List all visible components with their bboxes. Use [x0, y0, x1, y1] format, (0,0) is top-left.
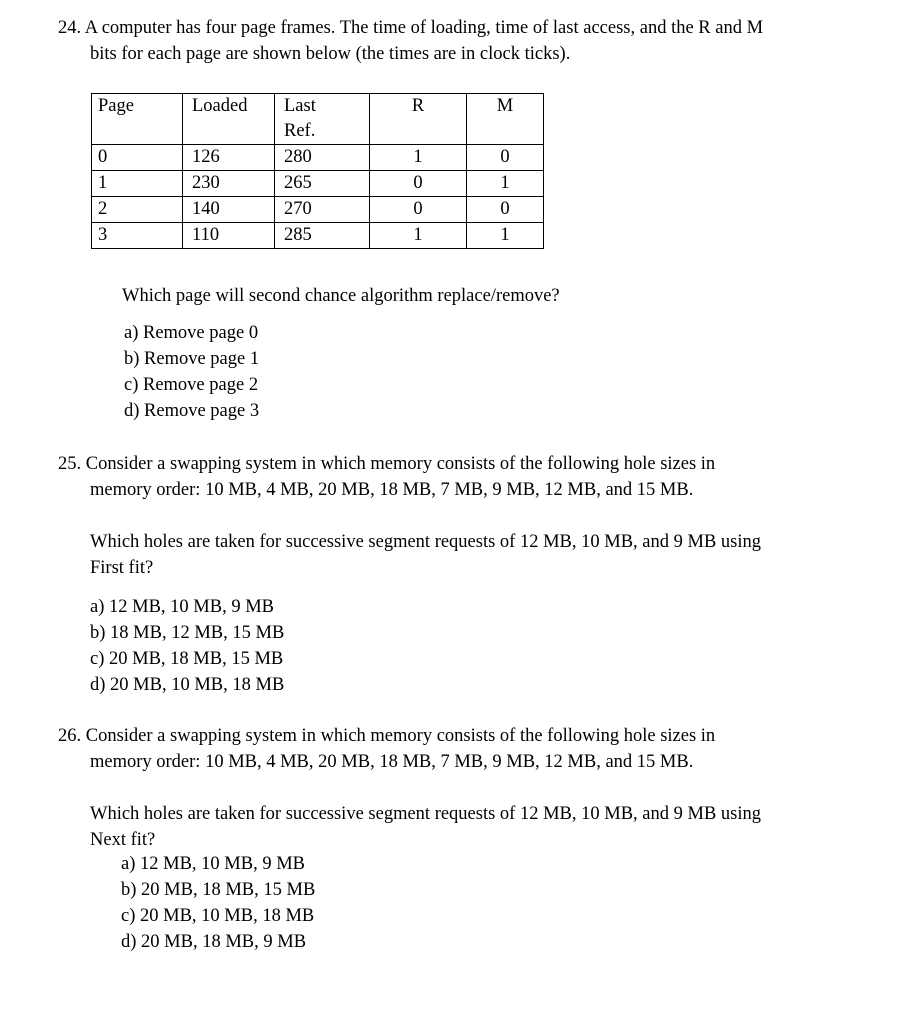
cell-page: 3 [92, 223, 183, 249]
header-ref: Ref. [284, 121, 316, 141]
q25-question-line1: Which holes are taken for successive segment requests of 12 MB, 10 MB, and 9 MB using [90, 532, 762, 552]
cell-m: 0 [467, 145, 544, 171]
q24-option-a: a) Remove page 0 [124, 323, 259, 343]
table-row [92, 223, 544, 249]
q24-intro-line1: 24. A computer has four page frames. The time of loading, time of last access, and the R and M [58, 18, 764, 38]
cell-r: 1 [370, 145, 467, 171]
q25-question-line2: First fit? [90, 558, 154, 578]
cell-loaded: 110 [183, 223, 275, 249]
q26-option-a: a) 12 MB, 10 MB, 9 MB [121, 854, 305, 874]
q24-option-c: c) Remove page 2 [124, 375, 259, 395]
header-last: Last [284, 96, 316, 116]
q24-intro-line2: bits for each page are shown below (the times are in clock ticks). [90, 44, 571, 64]
cell-last-ref: 265 [275, 171, 370, 197]
q26-question-line2: Next fit? [90, 830, 156, 850]
q24-option-d: d) Remove page 3 [124, 401, 260, 421]
cell-m: 0 [467, 197, 544, 223]
cell-m: 1 [467, 171, 544, 197]
q25-option-a: a) 12 MB, 10 MB, 9 MB [90, 597, 274, 617]
header-r: R [370, 94, 467, 145]
header-page: Page [92, 94, 183, 145]
table-row [92, 197, 544, 223]
cell-page: 1 [92, 171, 183, 197]
table-row [92, 145, 544, 171]
q26-question-line1: Which holes are taken for successive segment requests of 12 MB, 10 MB, and 9 MB using [90, 804, 762, 824]
q25-intro-line2: memory order: 10 MB, 4 MB, 20 MB, 18 MB, 7 MB, 9 MB, 12 MB, and 15 MB. [90, 480, 694, 500]
header-last-ref [275, 94, 370, 145]
cell-last-ref: 270 [275, 197, 370, 223]
header-m: M [467, 94, 544, 145]
q25-option-b: b) 18 MB, 12 MB, 15 MB [90, 623, 285, 643]
page-frame-table [91, 93, 544, 249]
table-row [92, 171, 544, 197]
cell-last-ref: 280 [275, 145, 370, 171]
header-loaded: Loaded [183, 94, 275, 145]
q25-option-d: d) 20 MB, 10 MB, 18 MB [90, 675, 285, 695]
q26-intro-line1: 26. Consider a swapping system in which memory consists of the following hole sizes in [58, 726, 716, 746]
cell-page: 0 [92, 145, 183, 171]
q24-option-b: b) Remove page 1 [124, 349, 260, 369]
q25-intro-line1: 25. Consider a swapping system in which memory consists of the following hole sizes in [58, 454, 716, 474]
q26-option-c: c) 20 MB, 10 MB, 18 MB [121, 906, 315, 926]
cell-m: 1 [467, 223, 544, 249]
cell-last-ref: 285 [275, 223, 370, 249]
cell-r: 1 [370, 223, 467, 249]
cell-page: 2 [92, 197, 183, 223]
q24-question: Which page will second chance algorithm replace/remove? [122, 286, 560, 306]
cell-loaded: 126 [183, 145, 275, 171]
cell-loaded: 230 [183, 171, 275, 197]
cell-r: 0 [370, 171, 467, 197]
cell-loaded: 140 [183, 197, 275, 223]
q26-option-b: b) 20 MB, 18 MB, 15 MB [121, 880, 316, 900]
q26-intro-line2: memory order: 10 MB, 4 MB, 20 MB, 18 MB, 7 MB, 9 MB, 12 MB, and 15 MB. [90, 752, 694, 772]
table-header-row [92, 94, 544, 145]
q25-option-c: c) 20 MB, 18 MB, 15 MB [90, 649, 284, 669]
q26-option-d: d) 20 MB, 18 MB, 9 MB [121, 932, 307, 952]
cell-r: 0 [370, 197, 467, 223]
